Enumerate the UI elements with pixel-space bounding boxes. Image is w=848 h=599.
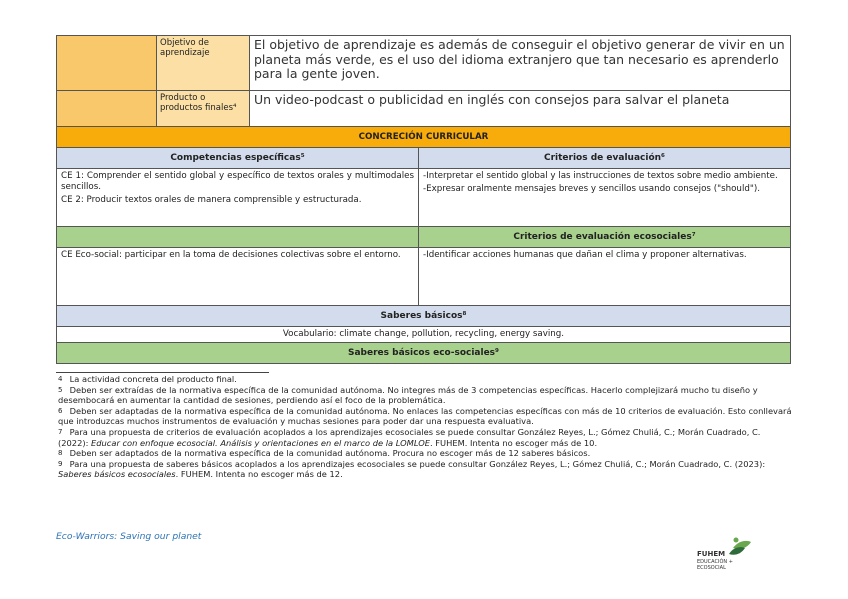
- curricular-title: CONCRECIÓN CURRICULAR: [57, 127, 791, 148]
- footnote-8: 8 Deben ser adaptados de la normativa específica de la comunidad autónoma. Procura no escoger más de 12 saberes básicos.: [58, 448, 591, 459]
- saberes-text: Vocabulario: climate change, pollution, recycling, energy saving.: [57, 327, 791, 343]
- saberes-header: Saberes básicos⁸: [57, 306, 791, 327]
- competencias-header: Competencias específicas⁵: [57, 148, 419, 169]
- objective-text: El objetivo de aprendizaje es además de conseguir el objetivo generar de vivir en un planeta más verde, es el uso del idioma extranjero que tan necesario es aprenderlo para la gente joven.: [250, 36, 791, 91]
- yellow-cell: [57, 36, 157, 91]
- footnote-9: 9 Para una propuesta de saberes básicos acoplados a los aprendizajes ecosociales se puede consultar González Reyes, L.; Gómez Chuliá, C.; Morán Cuadrado, C. (2023): Saberes básicos ecosociales. FUHEM. Intenta no escoger más de 12.: [58, 458, 766, 480]
- objective-row: [57, 36, 791, 91]
- saberes-eco-header: Saberes básicos eco-sociales⁹: [57, 343, 791, 364]
- objectives-table: [56, 35, 791, 132]
- criterios-header: Criterios de evaluación⁶: [419, 148, 791, 169]
- eco-competencia-cell: CE Eco-social: participar en la toma de decisiones colectivas sobre el entorno.: [57, 248, 419, 306]
- competencias-cell: [57, 169, 419, 227]
- eco-criterio-cell: -Identificar acciones humanas que dañan el clima y proponer alternativas.: [419, 248, 791, 306]
- product-label: Producto o productos finales⁴: [157, 91, 250, 132]
- eco-criterios-header: Criterios de evaluación ecosociales⁷: [419, 227, 791, 248]
- footnote-5: 5 Deben ser extraídas de la normativa específica de la comunidad autónoma. No integres más de 3 competencias específicas. Hacerlo complejizará mucho tu diseño y desembocará en aumentar la cantidad de sesiones, perdiendo así el foco de la problemática.: [58, 384, 758, 406]
- objective-label: Objetivo de aprendizaje: [157, 36, 250, 91]
- competencia-1: CE 1: Comprender el sentido global y específico de textos orales y multimodales sencillos.: [61, 171, 414, 192]
- footnote-6: 6 Deben ser adaptadas de la normativa específica de la comunidad autónoma. No enlaces las competencias específicas con más de 10 criterios de evaluación. Esto conllevará que introduzcas muchos instrumentos de evaluación y muchas sesiones para poder dar una respuesta evaluativa.: [58, 405, 792, 427]
- product-text: Un video-podcast o publicidad en inglés con consejos para salvar el planeta: [250, 91, 791, 132]
- competencia-2: CE 2: Producir textos orales de manera comprensible y estructurada.: [61, 195, 362, 205]
- curricular-table: [56, 126, 791, 364]
- criterio-1: -Interpretar el sentido global y las instrucciones de textos sobre medio ambiente.: [423, 171, 778, 181]
- criterio-2: -Expresar oralmente mensajes breves y sencillos usando consejos ("should").: [423, 184, 761, 194]
- footnote-7: 7 Para una propuesta de criterios de evaluación acoplados a los aprendizajes ecosociales se puede consultar González Reyes, L.; Gómez Chuliá, C.; Morán Cuadrado, C. (2022): Educar con enfoque ecosocial. Análisis y orientaciones en el marco de la LOMLOE. FUHEM. Intenta no escoger más de 10.: [58, 426, 761, 448]
- criterios-cell: [419, 169, 791, 227]
- footer-title: Eco-Warriors: Saving our planet: [56, 531, 202, 542]
- footnote-separator: [56, 372, 269, 373]
- green-blank-cell: [57, 227, 419, 248]
- logo-subtitle: EDUCACIÓN + ECOSOCIAL: [697, 559, 733, 571]
- footnotes: [58, 374, 793, 480]
- footnote-4: 4 La actividad concreta del producto final.: [58, 374, 237, 384]
- logo-name: FUHEM: [697, 550, 726, 558]
